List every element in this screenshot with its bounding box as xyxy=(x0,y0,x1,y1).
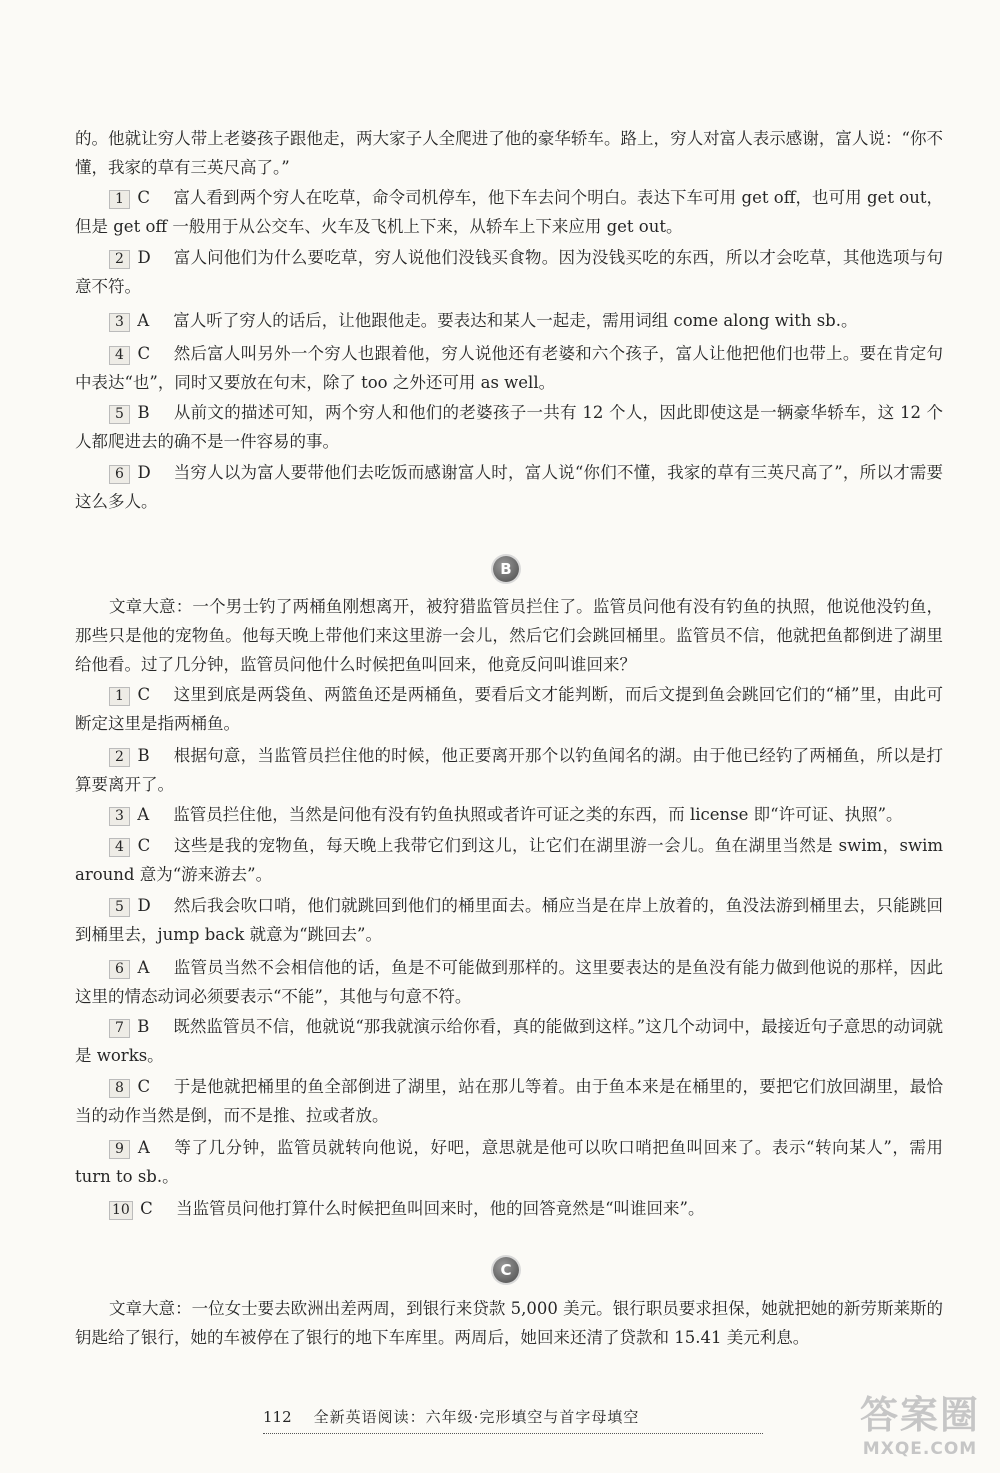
item-explanation: 富人听了穷人的话后，让他跟他走。要表达和某人一起走，需用词组 come along with sb.。 xyxy=(173,311,858,330)
answer-item xyxy=(75,680,943,738)
watermark-text: 答案圈 xyxy=(859,1393,980,1437)
item-answer: C xyxy=(137,685,151,704)
item-number: 5 xyxy=(109,898,130,917)
item-explanation: 既然监管员不信，他就说“那我就演示给你看，真的能做到这样。”这几个动词中，最接近句子意思的动词就是 works。 xyxy=(75,1017,943,1065)
item-explanation: 然后富人叫另外一个穷人也跟着他，穷人说他还有老婆和六个孩子，富人让他把他们也带上。要在肯定句中表达“也”，同时又要放在句末，除了 too 之外还可用 as well。 xyxy=(75,344,944,392)
item-explanation: 等了几分钟，监管员就转向他说，好吧，意思就是他可以吹口哨把鱼叫回来了。表示“转向某人”，需用 turn to sb.。 xyxy=(75,1138,944,1186)
item-number: 6 xyxy=(109,960,130,979)
item-number: 4 xyxy=(109,346,130,365)
item-explanation: 然后我会吹口哨，他们就跳回到他们的桶里面去。桶应当是在岸上放着的，鱼没法游到桶里去，只能跳回到桶里去，jump back 就意为“跳回去”。 xyxy=(75,896,944,944)
answer-item xyxy=(75,306,943,335)
item-answer: A xyxy=(137,805,150,824)
answer-item xyxy=(75,831,943,889)
item-answer: C xyxy=(137,1077,151,1096)
page-footer xyxy=(263,1406,639,1427)
item-number: 8 xyxy=(109,1079,130,1098)
item-number: 3 xyxy=(109,807,130,826)
item-explanation: 这些是我的宠物鱼，每天晚上我带它们到这儿，让它们在湖里游一会儿。鱼在湖里当然是 swim，swim around 意为“游来游去”。 xyxy=(75,836,944,884)
item-explanation: 这里到底是两袋鱼、两篮鱼还是两桶鱼，要看后文才能判断，而后文提到鱼会跳回它们的“桶”里，由此可断定这里是指两桶鱼。 xyxy=(75,685,943,733)
section-c-summary: 文章大意：一位女士要去欧洲出差两周，到银行来贷款 5,000 美元。银行职员要求担保，她就把她的新劳斯莱斯的钥匙给了银行，她的车被停在了银行的地下车库里。两周后，她回来还清了贷款和 15.41 美元利息。 xyxy=(75,1299,943,1347)
answer-item xyxy=(75,339,943,397)
item-explanation: 富人看到两个穷人在吃草，命令司机停车，他下车去问个明白。表达下车可用 get off，也可用 get out，但是 get off 一般用于从公交车、火车及飞机上下来，从轿车上下来应用 get out。 xyxy=(75,188,944,236)
item-answer: C xyxy=(140,1199,153,1218)
item-answer: B xyxy=(137,1017,150,1036)
item-explanation: 根据句意，当监管员拦住他的时候，他正要离开那个以钓鱼闻名的湖。由于他已经钓了两桶鱼，所以是打算要离开了。 xyxy=(75,746,944,794)
item-explanation: 当监管员问他打算什么时候把鱼叫回来时，他的回答竟然是“叫谁回来”。 xyxy=(176,1199,705,1218)
item-number: 1 xyxy=(109,687,130,706)
item-answer: B xyxy=(137,403,150,422)
footer-divider xyxy=(263,1433,763,1434)
item-explanation: 于是他就把桶里的鱼全部倒进了湖里，站在那儿等着。由于鱼本来是在桶里的，要把它们放回湖里，最恰当的动作当然是倒，而不是推、拉或者放。 xyxy=(75,1077,944,1125)
item-explanation: 监管员拦住他，当然是问他有没有钓鱼执照或者许可证之类的东西，而 license 即“许可证、执照”。 xyxy=(173,805,903,824)
item-number: 6 xyxy=(109,465,130,484)
item-explanation: 当穷人以为富人要带他们去吃饭而感谢富人时，富人说“你们不懂，我家的草有三英尺高了”，所以才需要这么多人。 xyxy=(75,463,943,511)
item-answer: A xyxy=(137,311,150,330)
item-answer: C xyxy=(137,344,151,363)
section-c-badge: C xyxy=(493,1257,519,1283)
item-number: 2 xyxy=(109,250,130,269)
answer-item xyxy=(75,953,943,1011)
answer-item xyxy=(75,398,943,456)
item-answer: D xyxy=(137,248,151,267)
item-answer: C xyxy=(137,188,150,207)
answer-item xyxy=(75,800,943,829)
item-number: 4 xyxy=(109,838,130,857)
section-b-badge: B xyxy=(493,556,519,582)
item-answer: C xyxy=(137,836,151,855)
answer-item xyxy=(75,243,943,301)
item-number: 7 xyxy=(109,1019,130,1038)
book-title: 全新英语阅读：六年级·完形填空与首字母填空 xyxy=(313,1408,640,1426)
item-answer: D xyxy=(137,896,151,915)
answer-item xyxy=(75,1012,943,1070)
item-explanation: 富人问他们为什么要吃草，穷人说他们没钱买食物。因为没钱买吃的东西，所以才会吃草，其他选项与句意不符。 xyxy=(75,248,944,296)
answer-item xyxy=(75,741,943,799)
answer-item xyxy=(75,1133,943,1191)
item-answer: D xyxy=(137,463,151,482)
item-number: 3 xyxy=(109,313,130,332)
item-number: 10 xyxy=(109,1201,133,1220)
item-number: 1 xyxy=(109,190,130,209)
answer-item xyxy=(75,891,943,949)
answer-item xyxy=(75,1194,943,1223)
watermark-url: MXQE.COM xyxy=(862,1439,978,1459)
answer-item xyxy=(75,458,943,516)
item-number: 2 xyxy=(109,748,130,767)
item-explanation: 监管员当然不会相信他的话，鱼是不可能做到那样的。这里要表达的是鱼没有能力做到他说的那样，因此这里的情态动词必须要表示“不能”，其他与句意不符。 xyxy=(75,958,944,1006)
item-number: 9 xyxy=(109,1140,130,1159)
item-answer: B xyxy=(137,746,150,765)
answer-item xyxy=(75,183,943,241)
page-number: 112 xyxy=(263,1408,292,1426)
item-answer: A xyxy=(137,958,150,977)
watermark-logo xyxy=(845,1392,995,1468)
answer-item xyxy=(75,1072,943,1130)
intro-paragraph: 的。他就让穷人带上老婆孩子跟他走，两大家子人全爬进了他的豪华轿车。路上，穷人对富人表示感谢，富人说：“你不懂，我家的草有三英尺高了。” xyxy=(75,129,943,177)
item-number: 5 xyxy=(109,405,130,424)
item-explanation: 从前文的描述可知，两个穷人和他们的老婆孩子一共有 12 个人，因此即使这是一辆豪华轿车，这 12 个人都爬进去的确不是一件容易的事。 xyxy=(75,403,943,451)
item-answer: A xyxy=(137,1138,150,1157)
section-b-summary: 文章大意：一个男士钓了两桶鱼刚想离开，被狩猎监管员拦住了。监管员问他有没有钓鱼的执照，他说他没钓鱼，那些只是他的宠物鱼。他每天晚上带他们来这里游一会儿，然后它们会跳回桶里。监管员不信，他就把鱼都倒进了湖里给他看。过了几分钟，监管员问他什么时候把鱼叫回来，他竟反问叫谁回来？ xyxy=(75,597,943,674)
